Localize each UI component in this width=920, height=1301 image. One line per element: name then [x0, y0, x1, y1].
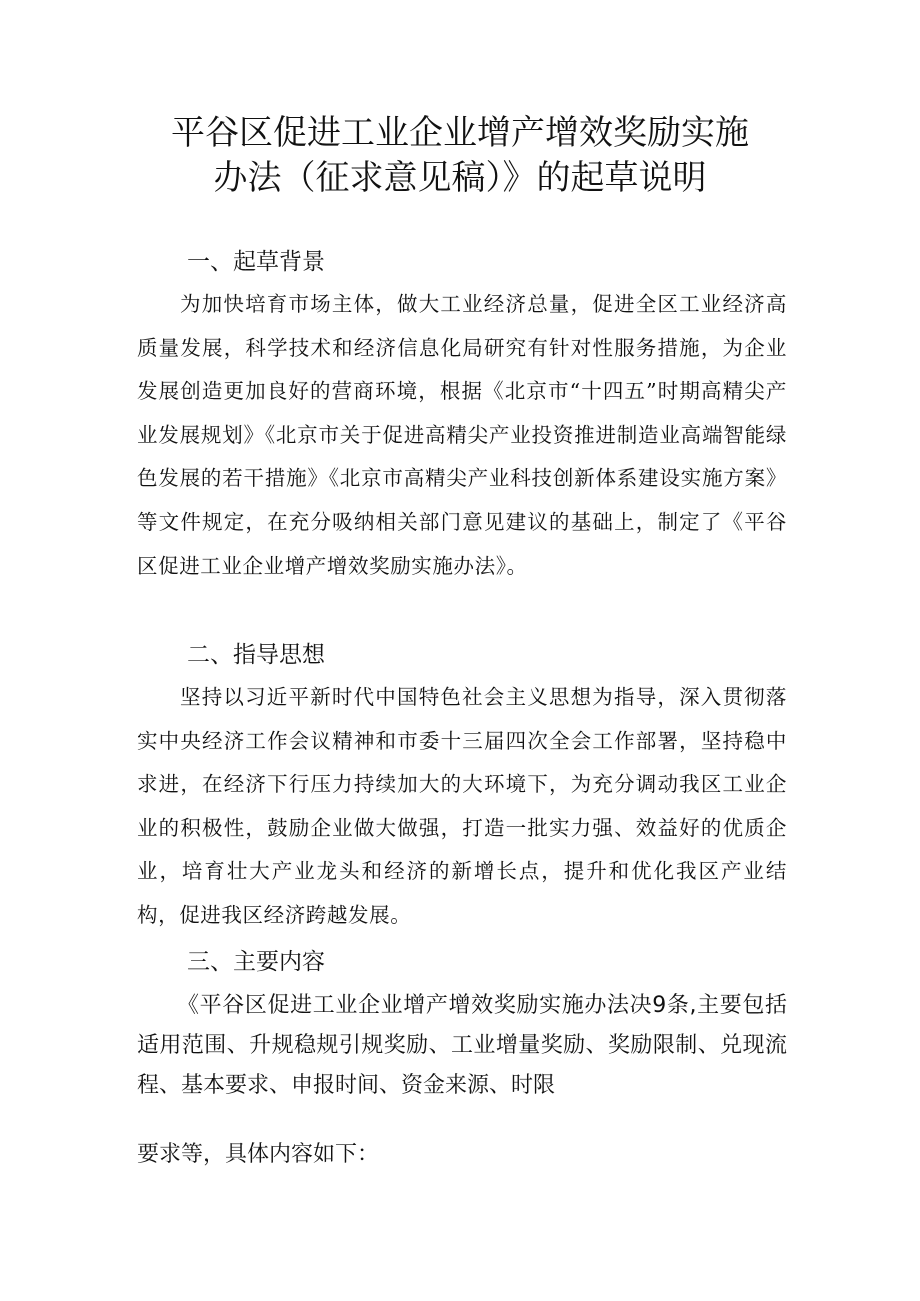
section-heading-guiding-thought: 二、指导思想 — [187, 642, 325, 668]
document-title-line-1: 平谷区促进工业企业增产增效奖励实施 — [171, 113, 749, 153]
section-heading-main-content: 三、主要内容 — [187, 949, 325, 975]
section-body-main-content: 《平谷区促进工业企业增产增效奖励实施办法决9条,主要包括适用范围、升规稳规引规奖励、工业增量奖励、奖励限制、兑现流程、基本要求、申报时间、资金来源、时限 — [137, 993, 787, 1098]
section-body-guiding-thought: 坚持以习近平新时代中国特色社会主义思想为指导，深入贯彻落实中央经济工作会议精神和市委十三届四次全会工作部署，坚持稳中求进，在经济下行压力持续加大的大环境下，为充分调动我区工业企业的积极性，鼓励企业做大做强，打造一批实力强、效益好的优质企业，培育壮大产业龙头和经济的新增长点，提升和优化我区产业结构，促进我区经济跨越发展。 — [137, 685, 787, 927]
section-body-background: 为加快培育市场主体，做大工业经济总量，促进全区工业经济高质量发展，科学技术和经济信息化局研究有针对性服务措施，为企业发展创造更加良好的营商环境，根据《北京市“十四五”时期高精尖产业发展规划》《北京市关于促进高精尖产业投资推进制造业高端智能绿色发展的若干措施》《北京市高精尖产业科技创新体系建设实施方案》等文件规定，在充分吸纳相关部门意见建议的基础上，制定了《平谷区促进工业企业增产增效奖励实施办法》。 — [137, 292, 787, 578]
section-body-main-content-tail: 要求等，具体内容如下： — [137, 1142, 380, 1167]
document-title-line-2: 办法（征求意见稿）》的起草说明 — [213, 158, 707, 198]
section-heading-background: 一、起草背景 — [187, 249, 325, 275]
